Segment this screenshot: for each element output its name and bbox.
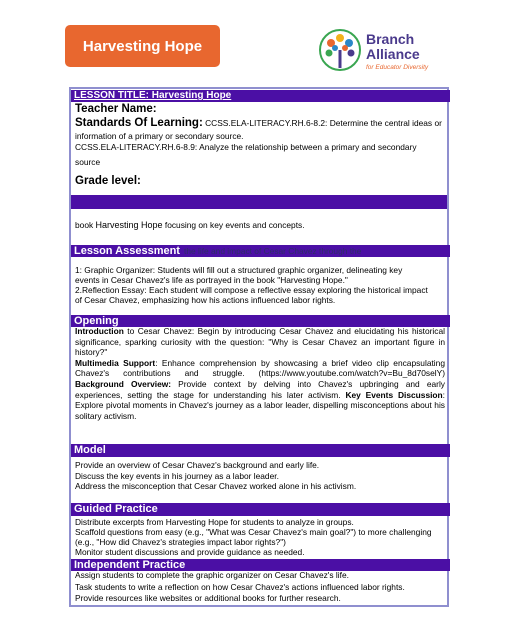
assessment-line-2: events in Cesar Chavez's life as portrayed in the book "Harvesting Hope." [75, 275, 348, 285]
assessment-heading: Lesson Assessment [71, 245, 450, 257]
guided-line-4: Monitor student discussions and provide guidance as needed. [75, 547, 305, 557]
background-label: Background Overview: [75, 378, 172, 389]
objective-prefix: book [75, 220, 94, 230]
model-heading: Model [71, 444, 450, 457]
guided-line-3: (e.g., "How did Chavez's strategies impact labor rights?") [75, 537, 286, 547]
branch-alliance-logo [318, 28, 468, 76]
teacher-name-label: Teacher Name: [75, 103, 157, 115]
assessment-line-4: of Cesar Chavez, emphasizing how his actions influenced labor rights. [75, 295, 336, 305]
independent-practice-heading: Independent Practice [71, 559, 450, 571]
objective-suffix: focusing on key events and concepts. [164, 220, 305, 230]
objective-line [75, 220, 445, 231]
guided-line-1: Distribute excerpts from Harvesting Hope for students to analyze in groups. [75, 517, 354, 527]
key-events-label: Key Events Discussion [345, 389, 443, 400]
model-line-1: Provide an overview of Cesar Chavez's background and early life. [75, 460, 320, 470]
assessment-line-3: 2.Reflection Essay: Each student will compose a reflective essay exploring the historical impact [75, 285, 428, 295]
standards-label: Standards Of Learning: [75, 117, 203, 129]
standards-text-2: information of a primary or secondary source. [75, 131, 244, 141]
guided-line-2: Scaffold questions from easy (e.g., "What was Cesar Chavez's main goal?") to more challenging [75, 527, 432, 537]
model-line-3: Address the misconception that Cesar Chavez worked alone in his activism. [75, 481, 357, 491]
multimedia-label: Multimedia Support [75, 357, 156, 368]
model-line-2: Discuss the key events in his journey as a labor leader. [75, 471, 279, 481]
objective-overlap-text: the life and impact of Cesar Chavez through the [184, 246, 362, 256]
lesson-title-bar: LESSON TITLE: Harvesting Hope [71, 90, 450, 102]
standards-block [75, 118, 445, 129]
logo-line2: Alliance [366, 46, 420, 62]
standards-text-1: CCSS.ELA-LITERACY.RH.6-8.2: Determine the central ideas or [205, 118, 442, 128]
intro-label: Introduction [75, 326, 124, 336]
opening-heading: Opening [71, 315, 450, 327]
objective-bar [71, 195, 447, 209]
tree-logo-icon [318, 28, 362, 74]
assessment-line-1: 1: Graphic Organizer: Students will fill out a structured graphic organizer, delineating key [75, 265, 403, 275]
guided-practice-heading: Guided Practice [71, 503, 450, 516]
independent-line-1: Assign students to complete the graphic organizer on Cesar Chavez's life. [75, 570, 349, 580]
logo-tagline: for Educator Diversity [366, 64, 429, 71]
logo-line1: Branch [366, 31, 415, 47]
badge-title: Harvesting Hope [82, 37, 203, 55]
opening-text [75, 326, 445, 424]
intro-text: to Cesar Chavez: Begin by introducing Cesar Chavez and elucidating his historical significance, sparking curiosity with the question: "Why is Cesar Chavez an important figure in history?" [75, 326, 445, 358]
background-text: Provide context by delving into Chavez's upbringing and early experiences, setting the stage for understanding his later activism. [75, 378, 445, 400]
standards-text-3: CCSS.ELA-LITERACY.RH.6-8.9: Analyze the relationship between a primary and secondary [75, 142, 417, 152]
objective-book: Harvesting Hope [95, 220, 163, 230]
multimedia-text: : Enhance comprehension by showcasing a brief video clip encapsulating Chavez's contributions and struggle. (https://www.youtube.com/watch?v=Bu_8d70selY) [75, 357, 445, 379]
lesson-badge [65, 25, 220, 67]
grade-level-label: Grade level: [75, 175, 141, 187]
independent-line-2: Task students to write a reflection on how Cesar Chavez's actions influenced labor rights. [75, 582, 405, 592]
standards-text-4: source [75, 157, 101, 167]
independent-line-3: Provide resources like websites or additional books for further research. [75, 593, 341, 603]
key-events-text: : Explore pivotal moments in Chavez's journey as a labor leader, dispelling misconceptions about his solitary activism. [75, 389, 445, 421]
